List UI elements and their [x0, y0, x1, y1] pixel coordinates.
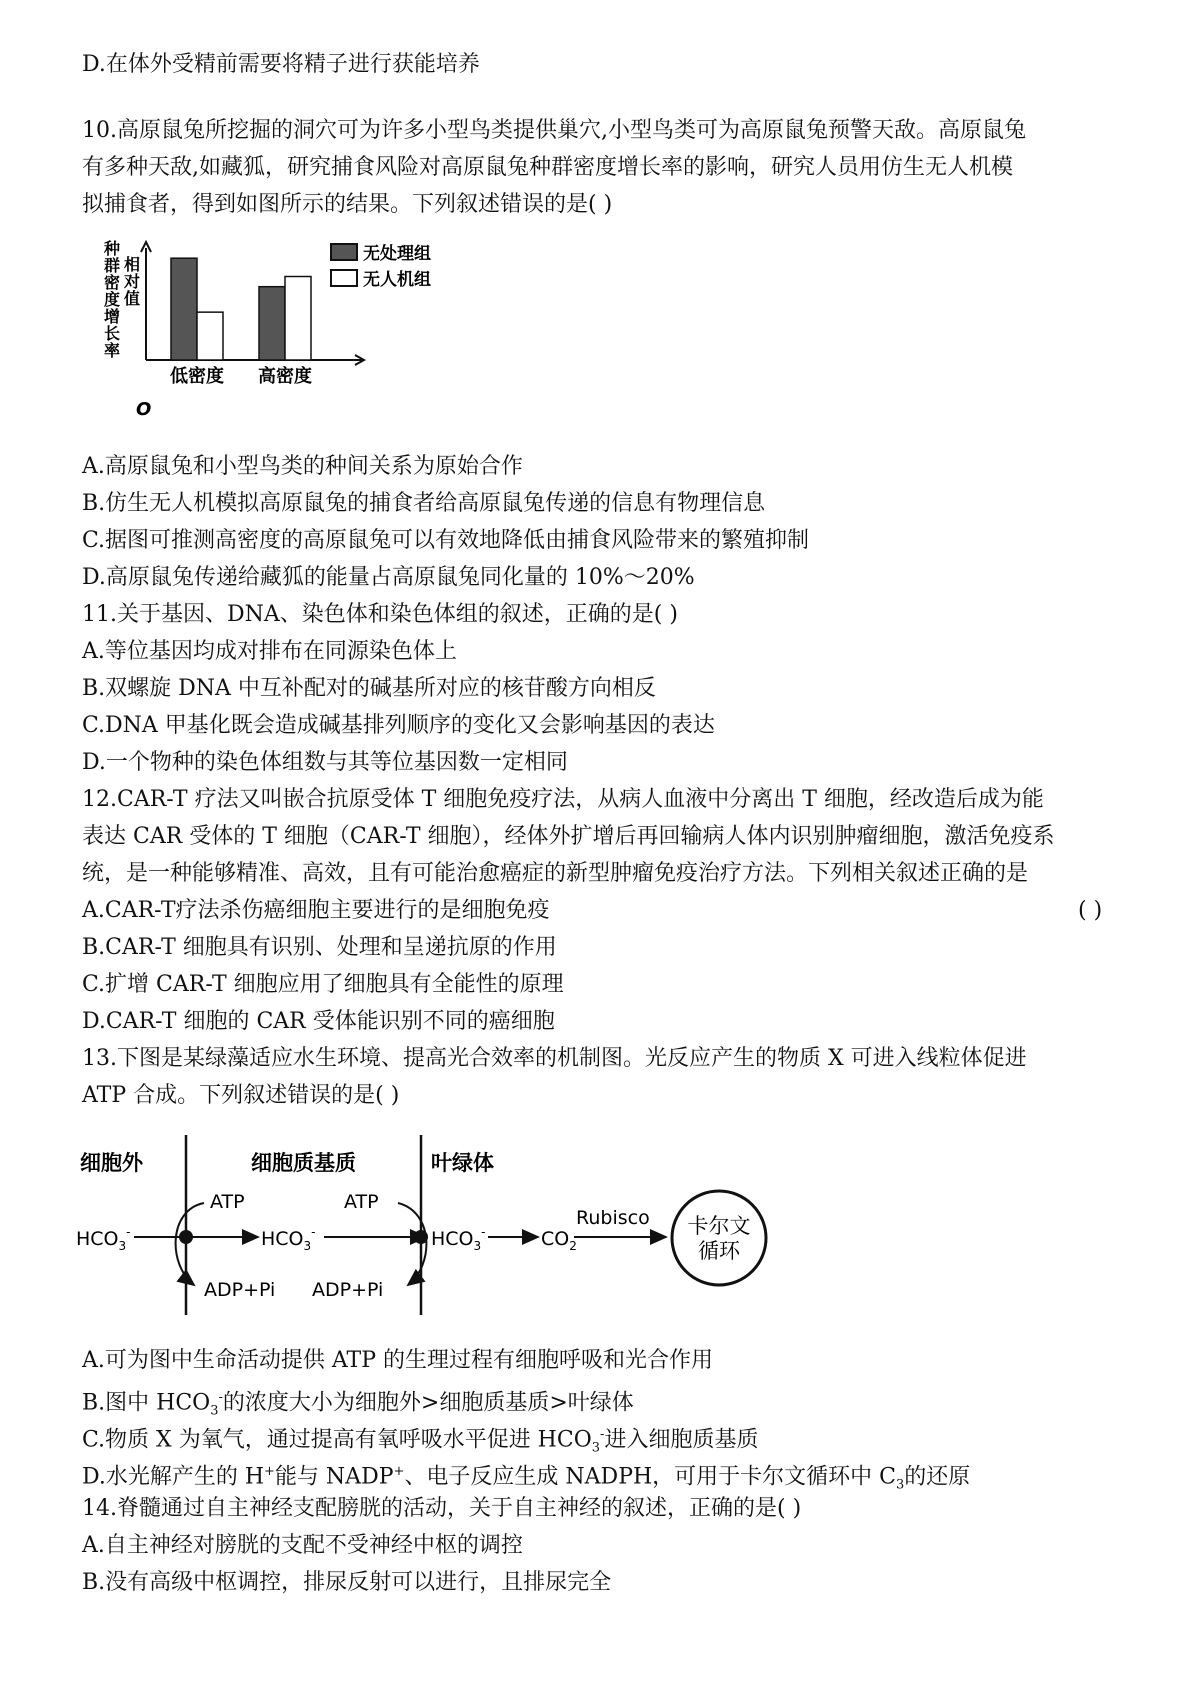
- chart-ylabel-char: 相: [124, 255, 141, 274]
- atp-label-2: ATP: [344, 1191, 379, 1213]
- q14-option-b: B.没有高级中枢调控，排尿反射可以进行，且排尿完全: [82, 1570, 612, 1595]
- chart-origin-label: O: [136, 399, 152, 420]
- atp-arc-1: [176, 1203, 204, 1285]
- q14-option-a: A.自主神经对膀胱的支配不受神经中枢的调控: [82, 1533, 523, 1558]
- q9-option-d: D.在体外受精前需要将精子进行获能培养: [82, 52, 480, 77]
- q10-option-b: B.仿生无人机模拟高原鼠兔的捕食者给高原鼠兔传递的信息有物理信息: [82, 491, 766, 516]
- region-label-chloroplast: 叶绿体: [431, 1151, 494, 1175]
- q13-option-d: D.水光解产生的 H+能与 NADP+、电子反应生成 NADPH，可用于卡尔文循环中 $C_3$的还原: [82, 1464, 971, 1493]
- q11-stem: 11.关于基因、DNA、染色体和染色体组的叙述，正确的是( ): [82, 602, 678, 627]
- chart-ylabel-char: 长: [104, 324, 121, 343]
- chart-category-label: 低密度: [170, 366, 224, 387]
- chart-ylabel-char: 率: [104, 341, 121, 360]
- chart-bar-drone-0: [197, 312, 223, 360]
- q12-answer-paren: ( ): [1078, 898, 1103, 923]
- q12-option-b: B.CAR-T 细胞具有识别、处理和呈递抗原的作用: [82, 935, 557, 960]
- q12-stem-line-3: 统，是一种能够精准、高效，且有可能治愈癌症的新型肿瘤免疫治疗方法。下列相关叙述正确的是: [82, 861, 1029, 886]
- q10-option-d: D.高原鼠兔传递给藏狐的能量占高原鼠兔同化量的 10%～20%: [82, 565, 695, 590]
- chart-legend-label: 无人机组: [363, 270, 431, 290]
- chart-bar-drone-1: [285, 277, 311, 360]
- chart-legend-swatch: [331, 244, 357, 260]
- q13-option-b: B.图中 $HCO_3^-$的浓度大小为细胞外>细胞质基质>叶绿体: [82, 1390, 634, 1419]
- q12-option-d: D.CAR-T 细胞的 CAR 受体能识别不同的癌细胞: [82, 1009, 555, 1034]
- calvin-cycle-label-line1: 卡尔文: [687, 1214, 751, 1238]
- q13-stem-line-1: 13.下图是某绿藻适应水生环境、提高光合效率的机制图。光反应产生的物质 X 可进入线粒体促进: [82, 1046, 1027, 1071]
- q11-option-a: A.等位基因均成对排布在同源染色体上: [82, 639, 457, 664]
- q12-option-c: C.扩增 CAR-T 细胞应用了细胞具有全能性的原理: [82, 972, 564, 997]
- adp-label-1: ADP+Pi: [204, 1279, 276, 1301]
- q13-stem-line-2: ATP 合成。下列叙述错误的是( ): [82, 1083, 400, 1108]
- chart-ylabel-char: 增: [104, 307, 121, 326]
- q12-stem-line-2: 表达 CAR 受体的 T 细胞（CAR-T 细胞），经体外扩增后再回输病人体内识别肿瘤细胞，激活免疫系: [82, 824, 1055, 849]
- q10-stem-line-3: 拟捕食者，得到如图所示的结果。下列叙述错误的是( ): [82, 192, 613, 217]
- q10-bar-chart: [96, 240, 516, 431]
- chart-ylabel-char: 对: [124, 272, 141, 291]
- q13-option-c: C.物质 X 为氧气，通过提高有氧呼吸水平促进 $HCO_3^-$进入细胞质基质: [82, 1427, 759, 1456]
- q11-option-c: C.DNA 甲基化既会造成碱基排列顺序的变化又会影响基因的表达: [82, 713, 715, 738]
- region-label-cytoplasm: 细胞质基质: [251, 1151, 356, 1175]
- chart-ylabel-char: 密: [104, 273, 121, 292]
- chart-category-label: 高密度: [258, 366, 312, 387]
- q13-mechanism-diagram: [76, 1130, 856, 1331]
- q10-stem-line-1: 10.高原鼠兔所挖掘的洞穴可为许多小型鸟类提供巢穴,小型鸟类可为高原鼠兔预警天敌。高原鼠兔: [82, 118, 1026, 143]
- hco3-extracellular: $HCO_3^-$: [76, 1225, 131, 1253]
- chart-legend-swatch: [331, 270, 357, 286]
- chart-ylabel-char: 种: [104, 240, 121, 258]
- calvin-cycle-label-line2: 循环: [698, 1239, 740, 1263]
- rubisco-label: Rubisco: [576, 1207, 650, 1229]
- q14-stem: 14.脊髓通过自主神经支配膀胱的活动，关于自主神经的叙述，正确的是( ): [82, 1496, 802, 1521]
- chart-ylabel-char: 群: [104, 256, 121, 275]
- calvin-cycle-circle: [672, 1191, 766, 1285]
- chart-ylabel-char: 值: [124, 289, 141, 308]
- q12-stem-line-1: 12.CAR-T 疗法又叫嵌合抗原受体 T 细胞免疫疗法，从病人血液中分离出 T 细胞，经改造后成为能: [82, 787, 1044, 812]
- co2-label: $CO_2$: [541, 1228, 577, 1253]
- adp-label-2: ADP+Pi: [312, 1279, 384, 1301]
- hco3-chloroplast: $HCO_3^-$: [431, 1225, 486, 1253]
- q12-option-a: A.CAR-T疗法杀伤癌细胞主要进行的是细胞免疫: [82, 898, 550, 923]
- hco3-cytoplasm: $HCO_3^-$: [261, 1225, 316, 1253]
- q10-option-c: C.据图可推测高密度的高原鼠兔可以有效地降低由捕食风险带来的繁殖抑制: [82, 528, 810, 553]
- atp-label-1: ATP: [210, 1191, 245, 1213]
- chart-bar-control-1: [259, 287, 285, 360]
- chart-bar-control-0: [171, 258, 197, 360]
- q13-option-a: A.可为图中生命活动提供 ATP 的生理过程有细胞呼吸和光合作用: [82, 1348, 714, 1373]
- q11-option-b: B.双螺旋 DNA 中互补配对的碱基所对应的核苷酸方向相反: [82, 676, 656, 701]
- q10-option-a: A.高原鼠兔和小型鸟类的种间关系为原始合作: [82, 454, 523, 479]
- chart-legend-label: 无处理组: [363, 244, 431, 264]
- region-label-extracellular: 细胞外: [80, 1151, 143, 1175]
- chart-ylabel-char: 度: [104, 290, 121, 309]
- q11-option-d: D.一个物种的染色体组数与其等位基因数一定相同: [82, 750, 568, 775]
- q10-stem-line-2: 有多种天敌,如藏狐，研究捕食风险对高原鼠兔种群密度增长率的影响，研究人员用仿生无人机模: [82, 155, 1013, 180]
